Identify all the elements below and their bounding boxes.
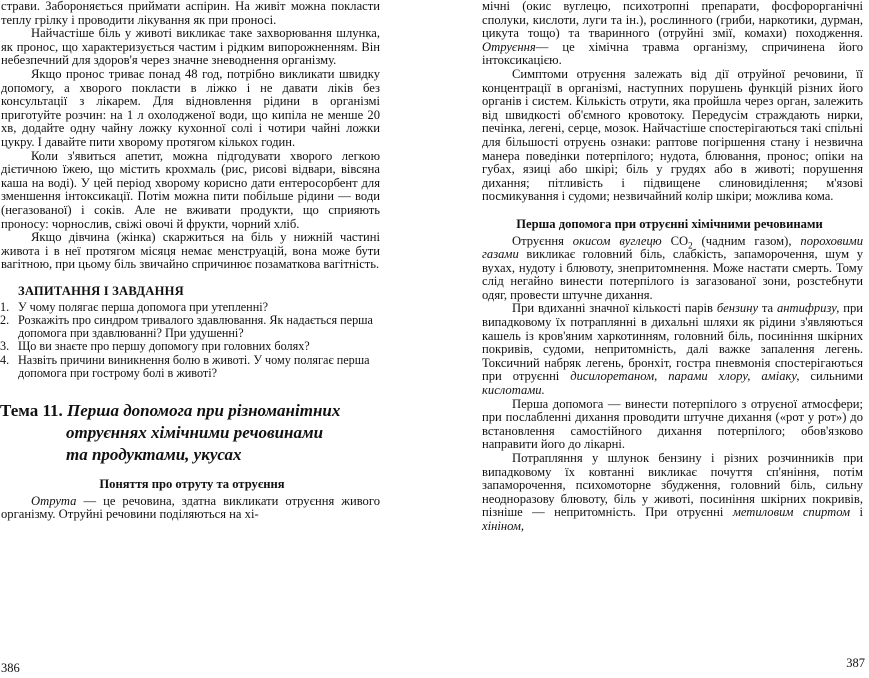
question-text: Розкажіть про синдром тривалого здавлювання. Як надається перша допомога при здавлюванні? При удушенні? <box>18 313 373 341</box>
right-page-body-2 <box>470 235 869 534</box>
question-item <box>0 340 384 353</box>
paragraph <box>482 302 863 397</box>
question-item <box>0 354 384 380</box>
term: Отруєння <box>482 39 536 54</box>
term: пороховими газами <box>482 233 863 262</box>
question-text: У чому полягає перша допомога при утепленні? <box>18 299 269 314</box>
paragraph: Якщо дівчина (жінка) скаржиться на біль у нижній частині живота і в неї протягом місяця немає менструацій, вона може бути вагітною, при цьому біль звичайно спричинює позаматкова вагітність. <box>1 230 380 272</box>
paragraph-text: мічні (окис вуглецю, психотропні препарати, фосфорорганічні сполуки, кислоти, луги та ін.), рослинного (гриби, наркотики, дурман, цикута тощо) та тваринного (отруйні змії, комахи) походження. <box>482 0 863 41</box>
left-page-body <box>0 0 384 272</box>
question-text: Назвіть причини виникнення болю в животі. У чому полягає перша допомога при гострому болі в животі? <box>18 352 370 380</box>
paragraph-text: сильними <box>799 369 863 384</box>
paragraph: Найчастіше біль у животі викликає таке захворювання шлунка, як пронос, що характеризується частим і рідким випорожненням. Він небезпечний для здоров'я через значне зневоднення організму. <box>1 26 380 68</box>
paragraph-text: (чадним газом), <box>692 233 801 248</box>
term: окисом вуглецю <box>572 233 662 248</box>
paragraph-text: і <box>850 505 864 520</box>
topic-title <box>0 400 384 466</box>
term: дисилоретаном, парами хлору, аміаку, <box>570 369 800 384</box>
paragraph: страви. Забороняється приймати аспірин. На живіт можна покласти теплу грілку і проводити лікування як при проносі. <box>1 0 380 27</box>
paragraph: Якщо пронос триває понад 48 год, потрібно викликати швидку допомогу, а хворого покласти в ліжко і не давати ліків без консультації з лікарем. Для відновлення рідини в організмі приготуйте розчин: на 1 л охолодженої води, що кипіла не менше 20 хв, додайте одну чайну ложку кухонної солі і чотири чайні ложки цукру. І давайте пити хворому протягом кількох годин. <box>1 66 380 149</box>
right-page <box>470 0 869 678</box>
topic-title-line3: та продуктами, укусах <box>66 445 242 465</box>
term: кислотами. <box>482 383 545 398</box>
paragraph <box>482 0 863 68</box>
left-page-final <box>0 495 384 522</box>
term: хініном, <box>482 518 525 533</box>
paragraph-text: При вдиханні значної кількості парів <box>512 301 717 316</box>
paragraph <box>482 235 863 303</box>
paragraph <box>1 495 380 522</box>
page-number-left: 386 <box>1 661 20 675</box>
term: антифризу, <box>776 301 840 316</box>
questions-heading: ЗАПИТАННЯ І ЗАВДАННЯ <box>18 283 184 298</box>
question-number: 2. <box>0 313 10 328</box>
question-number: 4. <box>0 352 10 367</box>
gutter <box>384 0 470 678</box>
right-page-body <box>470 0 869 204</box>
paragraph: Перша допомога — винести потерпілого з отруєної атмосфери; при послабленні дихання проводити штучне дихання («рот у рот») до встановлення самостійного дихання потерпілого; обов'язково направити його до лікарні. <box>482 396 863 452</box>
subscript: 2 <box>688 240 693 251</box>
paragraph: Коли з'явиться апетит, можна підгодувати хворого легкою дієтичною їжею, що містить крохмаль (рис, рисові відвари, вівсяна каша на воді). У цей період хворому корисно дати ентеросорбент для зменшення інтоксикації. Потім можна пити побільше рідини — води (негазованої) і соків. Але не вживати продукти, що сприяють проносу: чорнослив, свіжі овочі й фрукти, чорний хліб. <box>1 148 380 231</box>
questions-list <box>0 301 384 380</box>
paragraph: Симптоми отруєння залежать від дії отруйної речовини, її концентрації в організмі, наступних порушень функцій різних його органів і систем. Кількість отрути, яка пройшла через орган, залежить від швидкості об'ємного кровотоку. Передусім страждають нирки, печінка, легені, серце, мозок. Найчастіше спостерігаються такі спільні для більшості отруєнь ознаки: раптове погіршення стану і незвична манера поведінки потерпілого; нудота, блювання, пронос; опіки на губах, язиці або шкірі; біль у грудях або в животі; порушення дихання; пітливість і підвищене слиновиділення; м'язові посмикування і судоми; незвичайний колір шкіри; можлива кома. <box>482 66 863 204</box>
page-number-right: 387 <box>846 656 865 670</box>
term: бензину <box>716 301 759 316</box>
subheading: Перша допомога при отруєнні хімічними речовинами <box>516 216 823 231</box>
question-number: 3. <box>0 339 10 354</box>
paragraph-text: при випадковому їх потраплянні в дихальні шляхи як рідини з'являються кашель із кров'яним харкотинням, головний біль, посиніння шкірних покривів, судоми, непритомність, далі важке запалення легень. Токсичний набряк легень, бронхіт, гостра пневмонія спостерігаються при отруєнні <box>482 301 863 384</box>
question-item <box>0 314 384 340</box>
left-page <box>0 0 384 678</box>
section-heading: Поняття про отруту та отруєння <box>99 477 285 492</box>
paragraph <box>482 452 863 534</box>
term: Отрута <box>31 493 77 508</box>
paragraph-text: — це хімічна травма організму, спричинена його інтоксикацією. <box>482 39 863 68</box>
paragraph-text: Потрапляння у шлунок бензину і різних розчинників при випадковому їх ковтанні викликає почуття сп'яніння, потім запаморочення, психомоторне збудження, головний біль, сильну неодноразову блювоту, біль у животі, посиніння шкірних покривів, пізніше — непритомність. При отруєнні <box>482 451 863 520</box>
topic-title-line1: Перша допомога при різноманітних <box>67 401 341 421</box>
topic-label: Тема 11. <box>0 401 63 421</box>
question-text: Що ви знаєте про першу допомогу при головних болях? <box>18 339 310 354</box>
paragraph-text: Отруєння <box>512 233 573 248</box>
term: метиловим спиртом <box>732 505 851 520</box>
question-number: 1. <box>0 299 10 314</box>
paragraph-text: та <box>758 301 777 316</box>
paragraph-text: — це речовина, здатна викликати отруєння живого організму. Отруйні речовини поділяються на хі- <box>1 493 380 522</box>
topic-title-line2: отруєннях хімічними речовинами <box>66 423 324 443</box>
paragraph-text: CO <box>661 233 689 248</box>
paragraph-text: викликає головний біль, слабкість, запаморочення, шум у вухах, нудоту і блювоту, знепритомнення. Може настати смерть. Тому слід негайно винести потерпілого із загазованої зони, розстебнути одяг, провести штучне дихання. <box>482 247 863 302</box>
